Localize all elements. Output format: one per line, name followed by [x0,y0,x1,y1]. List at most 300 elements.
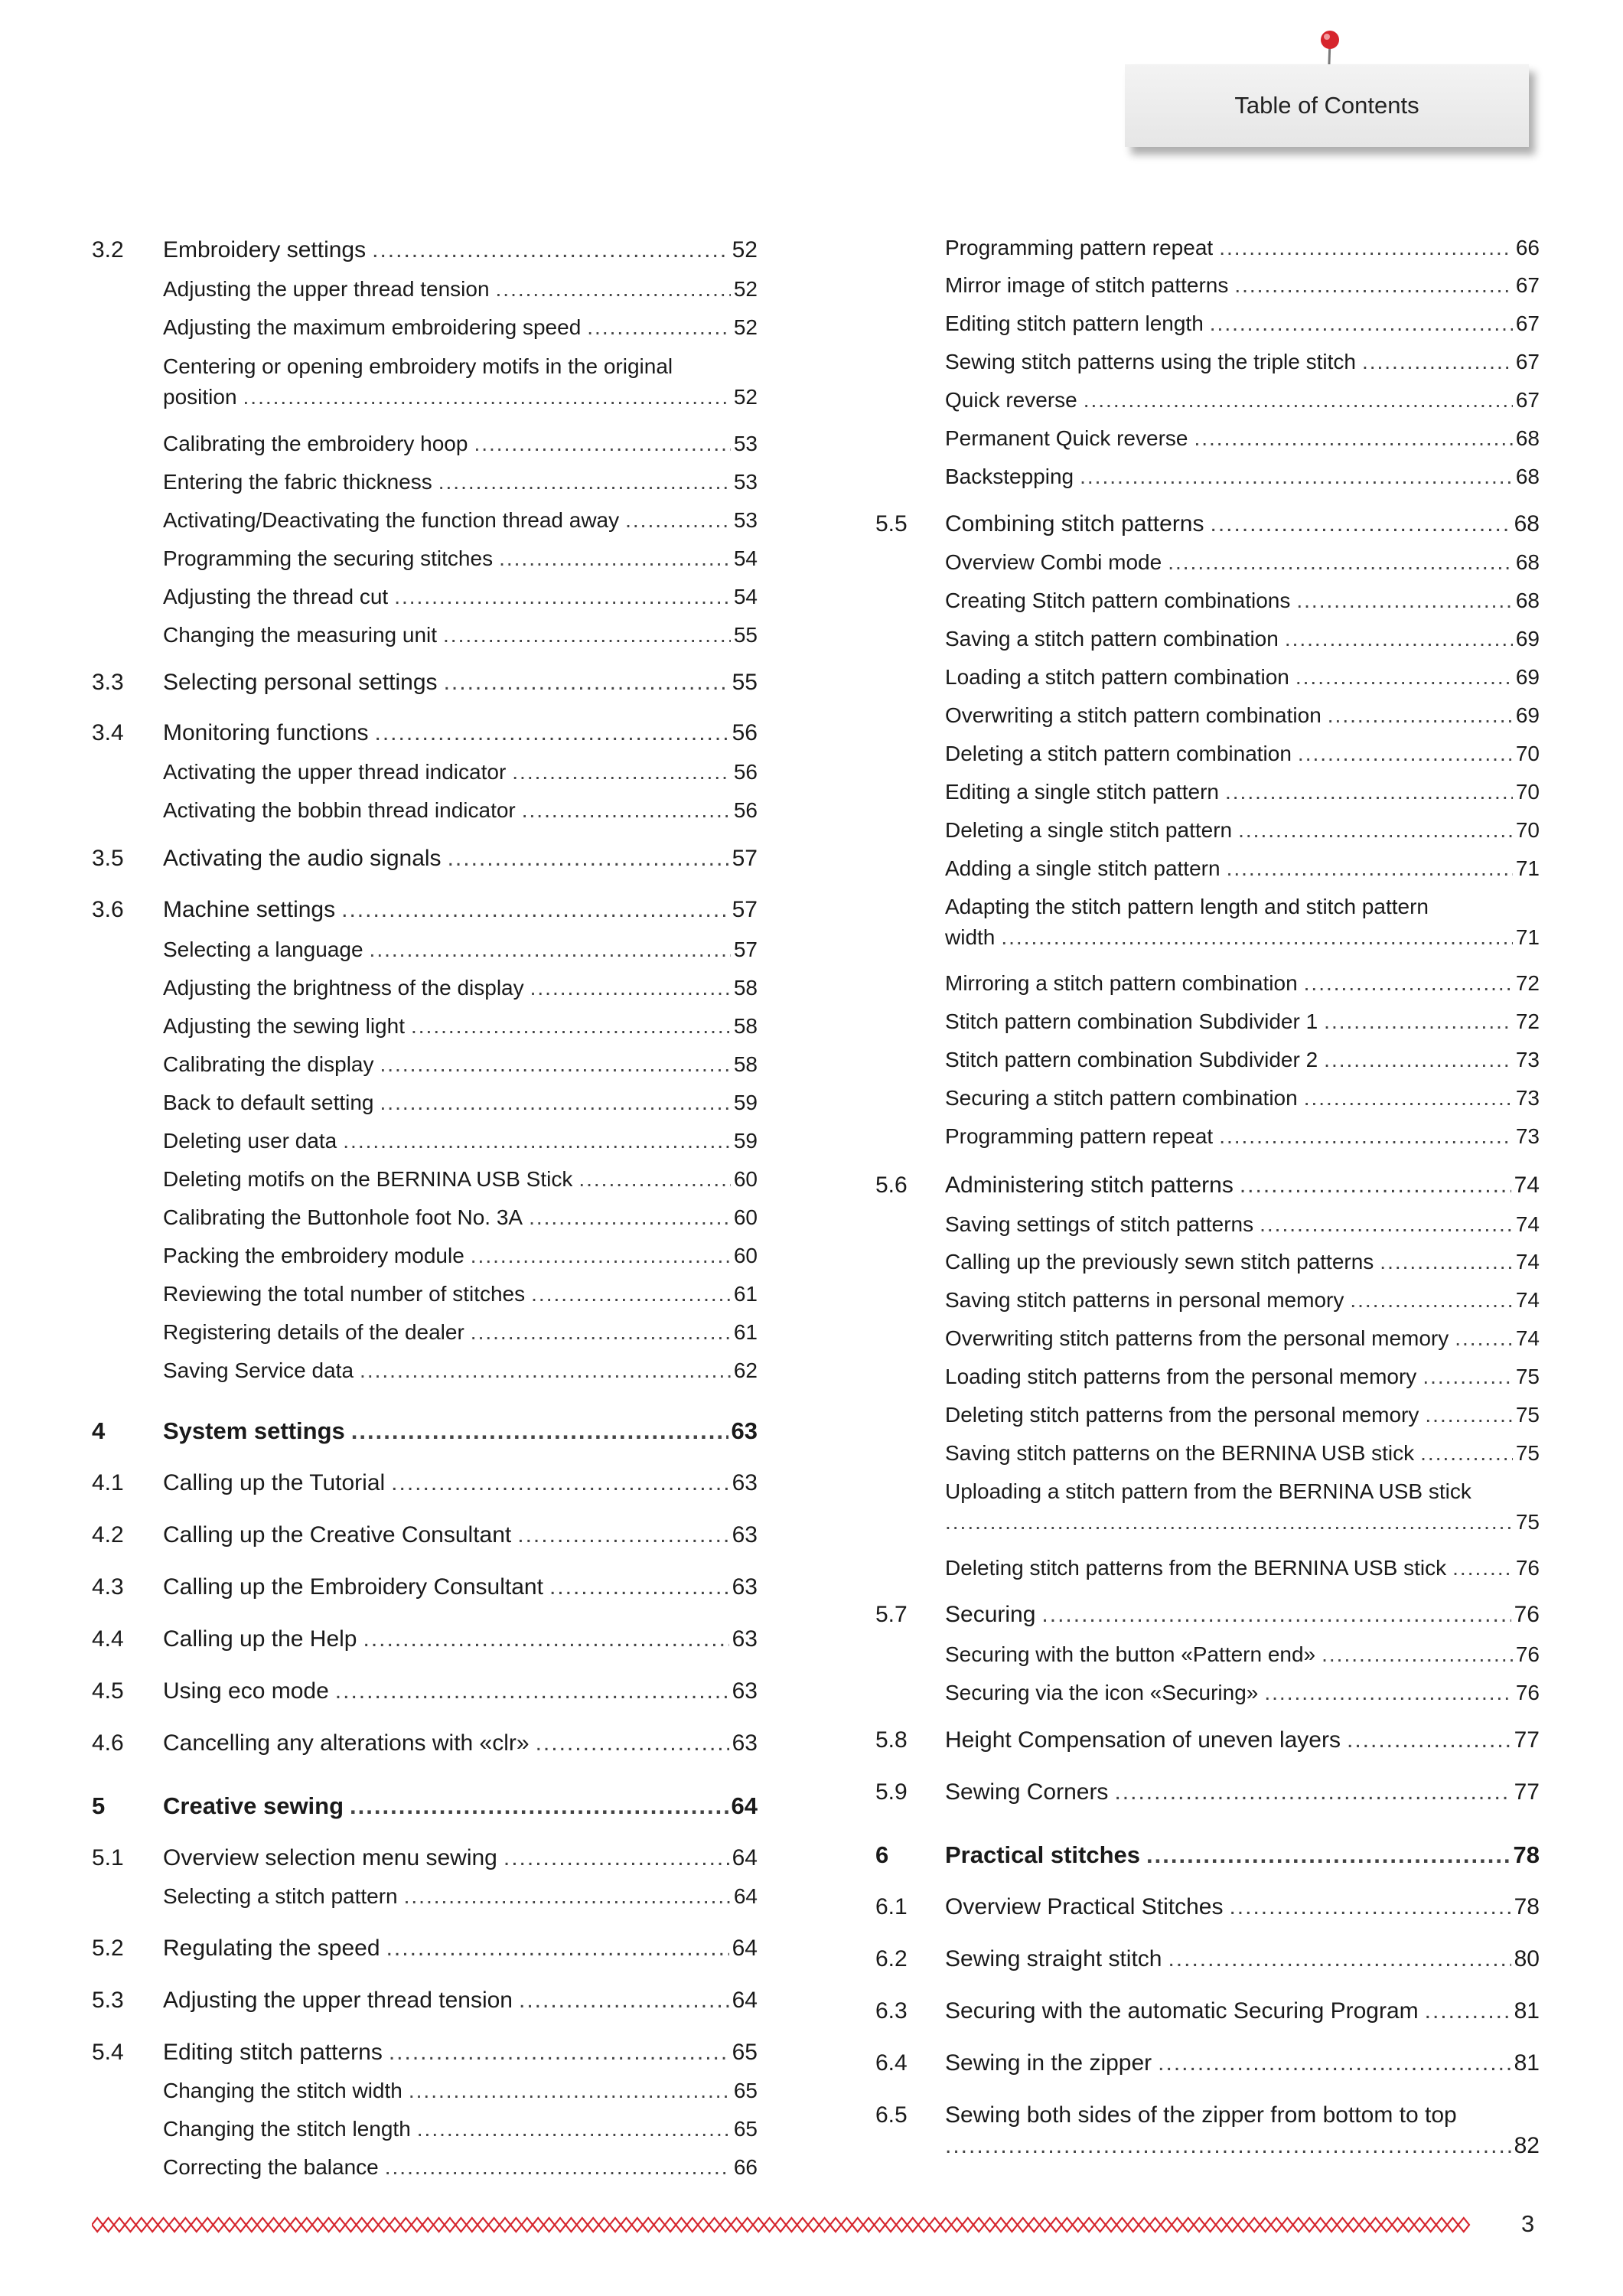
toc-entry-page: 81 [1514,1998,1540,2024]
toc-entry[interactable] [875,1777,1540,1808]
toc-entry-page: 63 [732,1522,758,1548]
toc-entry-page: 71 [1515,856,1540,880]
toc-entry-title: Monitoring functions [163,720,369,745]
toc-entry[interactable] [163,312,758,343]
leader-dots [1240,1170,1511,1201]
toc-entry[interactable] [163,543,758,574]
toc-entry-title: Overview Combi mode [945,550,1162,574]
leader-dots [404,1881,731,1912]
toc-entry-title: Adjusting the maximum embroidering speed [163,315,582,339]
leader-dots [394,582,731,612]
toc-entry-title: Height Compensation of uneven layers [945,1727,1341,1753]
toc-entry[interactable] [163,1241,758,1271]
toc-entry[interactable] [163,757,758,788]
toc-entry-page: 75 [1515,1403,1540,1427]
leader-dots [417,2114,731,2144]
toc-entry[interactable] [945,585,1540,616]
leader-dots [443,620,731,651]
toc-entry[interactable] [945,1209,1540,1240]
toc-entry-number: 3.5 [92,846,124,871]
toc-entry[interactable] [163,274,758,305]
section-tab [1125,64,1529,147]
leader-dots [1324,1045,1513,1075]
leader-dots [1420,1438,1513,1469]
toc-entry[interactable] [945,815,1540,846]
toc-entry-page: 64 [731,1792,758,1819]
toc-entry-number: 5.8 [875,1727,908,1753]
toc-entry-page: 65 [733,2079,758,2102]
toc-entry[interactable] [875,1944,1540,1975]
leader-dots [1219,233,1513,263]
toc-entry-page: 64 [732,1988,758,2013]
toc-entry-title: Deleting a stitch pattern combination [945,742,1292,765]
toc-entry-title: Stitch pattern combination Subdivider 1 [945,1009,1318,1033]
toc-entry-title: Securing a stitch pattern combination [945,1086,1298,1110]
leader-dots [1227,853,1513,884]
leader-dots [945,1507,1513,1538]
toc-entry-number: 5.4 [92,2040,124,2065]
toc-entry-title: Entering the fabric thickness [163,470,432,494]
toc-entry-title: Administering stitch patterns [945,1172,1234,1198]
toc-entry-title: Machine settings [163,897,336,922]
toc-entry-page: 72 [1515,1009,1540,1033]
toc-entry-page: 80 [1514,1946,1540,1971]
toc-entry-page: 66 [1515,236,1540,259]
toc-entry[interactable] [163,582,758,612]
toc-entry-page: 54 [733,546,758,570]
toc-entry[interactable] [945,1476,1540,1538]
toc-entry[interactable] [875,1600,1540,1630]
toc-entry[interactable] [875,1996,1540,2027]
decorative-stitch-border [92,2216,1473,2233]
toc-entry-page: 57 [733,938,758,961]
toc-entry-page: 53 [733,470,758,494]
toc-entry[interactable] [92,1624,758,1655]
toc-entry-page: 61 [733,1320,758,1344]
leader-dots [243,382,731,413]
toc-entry-page: 74 [1514,1172,1540,1198]
toc-entry[interactable] [945,547,1540,578]
toc-entry[interactable] [945,1639,1540,1670]
leader-dots [444,667,729,698]
toc-entry-title: Calling up the Creative Consultant [163,1522,512,1548]
toc-entry-number: 3.4 [92,720,124,745]
toc-entry-title: Regulating the speed [163,1936,380,1961]
toc-entry-page: 77 [1514,1727,1540,1753]
toc-entry[interactable] [92,1520,758,1551]
leader-dots [504,1843,729,1874]
toc-entry-number: 5.1 [92,1845,124,1870]
toc-entry-number: 4.5 [92,1678,124,1704]
toc-entry[interactable] [945,624,1540,654]
toc-entry[interactable] [92,1572,758,1603]
toc-entry-page: 63 [732,1470,758,1495]
toc-entry-title: Deleting stitch patterns from the personal memory [945,1403,1419,1427]
toc-entry-title: Correcting the balance [163,2155,379,2179]
toc-entry-title: Quick reverse [945,388,1077,412]
leader-dots [1347,1725,1511,1756]
toc-entry[interactable] [163,620,758,651]
toc-entry[interactable] [92,1843,758,1874]
leader-dots [1423,1362,1513,1392]
toc-entry[interactable] [92,1728,758,1759]
toc-entry[interactable] [163,1088,758,1118]
leader-dots [1350,1285,1512,1316]
toc-entry-page: 78 [1513,1841,1540,1868]
toc-entry[interactable] [163,1279,758,1309]
toc-entry[interactable] [92,895,758,925]
toc-entry[interactable] [875,1840,1540,1870]
toc-entry-page: 81 [1514,2050,1540,2076]
leader-dots [530,973,731,1003]
toc-entry[interactable] [875,1170,1540,1201]
leader-dots [1211,509,1511,540]
toc-entry[interactable] [945,853,1540,884]
toc-entry-title: Adjusting the brightness of the display [163,976,524,1000]
leader-dots [1001,922,1512,953]
toc-entry-title: Selecting personal settings [163,670,438,695]
toc-entry-page: 61 [733,1282,758,1306]
leader-dots [1362,347,1513,377]
toc-entry-page: 56 [732,720,758,745]
toc-entry[interactable] [875,2048,1540,2079]
toc-entry[interactable] [945,1323,1540,1354]
leader-dots [1168,1944,1511,1975]
leader-dots [1219,1121,1513,1152]
toc-entry-number: 6.1 [875,1894,908,1919]
leader-dots [1324,1006,1513,1037]
toc-entry[interactable] [875,2100,1540,2161]
toc-entry-page: 55 [732,670,758,695]
toc-entry-number: 5.5 [875,511,908,536]
toc-entry-page: 63 [732,1626,758,1652]
toc-entry[interactable] [945,461,1540,492]
toc-entry[interactable] [945,308,1540,339]
toc-entry[interactable] [92,2037,758,2068]
toc-entry[interactable] [875,1892,1540,1923]
toc-entry-title: Practical stitches [945,1841,1141,1868]
leader-dots [1455,1323,1513,1354]
toc-entry-title: Changing the stitch length [163,2117,411,2141]
toc-entry-page: 67 [1515,273,1540,297]
toc-entry[interactable] [92,667,758,698]
toc-entry-number: 4 [92,1417,106,1444]
toc-entry-title: Uploading a stitch pattern from the BERNINA USB stick [945,1479,1471,1503]
toc-entry[interactable] [163,1126,758,1156]
toc-entry-page: 69 [1515,627,1540,651]
toc-entry-page: 68 [1515,550,1540,574]
toc-entry[interactable] [92,1676,758,1707]
toc-entry-title: Securing via the icon «Securing» [945,1681,1259,1704]
leader-dots [496,274,731,305]
toc-entry[interactable] [945,1083,1540,1114]
toc-entry-page: 74 [1515,1288,1540,1312]
toc-entry-title: Cancelling any alterations with «clr» [163,1730,530,1756]
toc-entry[interactable] [945,1045,1540,1075]
toc-entry-title: Deleting a single stitch pattern [945,818,1233,842]
leader-dots [1295,662,1513,693]
toc-entry-title: Creating Stitch pattern combinations [945,589,1291,612]
toc-entry-page: 52 [733,277,758,301]
toc-entry-title: Sewing in the zipper [945,2050,1152,2076]
toc-entry-number: 5.7 [875,1602,908,1627]
leader-dots [1425,1400,1512,1430]
toc-entry[interactable] [163,1881,758,1912]
toc-entry[interactable] [945,892,1540,953]
toc-entry[interactable] [945,1006,1540,1037]
toc-entry-number: 5.6 [875,1172,908,1198]
toc-entry[interactable] [945,1400,1540,1430]
toc-entry-title: Saving settings of stitch patterns [945,1212,1254,1236]
toc-entry-page: 58 [733,1014,758,1038]
leader-dots [374,718,728,748]
leader-dots [1380,1247,1513,1277]
toc-entry-page: 52 [733,315,758,339]
toc-entry[interactable] [92,1985,758,2016]
toc-entry-number: 6.5 [875,2102,908,2128]
toc-entry-page: 76 [1515,1556,1540,1580]
toc-entry-title: Calling up the Embroidery Consultant [163,1574,543,1600]
toc-entry-number: 6 [875,1841,889,1868]
toc-entry-page: 76 [1515,1681,1540,1704]
toc-entry[interactable] [945,1438,1540,1469]
leader-dots [1328,700,1513,731]
toc-entry[interactable] [945,662,1540,693]
toc-entry-title: Packing the embroidery module [163,1244,464,1267]
toc-entry-page: 52 [733,385,758,409]
toc-entry-number: 3.2 [92,237,124,263]
toc-entry-page: 69 [1515,703,1540,727]
toc-entry-title: Deleting user data [163,1129,337,1153]
toc-entry-page: 75 [1515,1510,1540,1534]
leader-dots [1084,385,1513,416]
toc-entry-page: 68 [1515,589,1540,612]
toc-entry[interactable] [945,1247,1540,1277]
leader-dots [1264,1678,1512,1708]
toc-entry-title: Editing stitch pattern length [945,311,1204,335]
toc-entry-title: Deleting stitch patterns from the BERNINA USB stick [945,1556,1447,1580]
toc-entry-title: Programming pattern repeat [945,1124,1214,1148]
toc-entry-page: 73 [1515,1124,1540,1148]
toc-entry-title: Saving stitch patterns on the BERNINA USB stick [945,1441,1415,1465]
toc-entry-page: 63 [732,1730,758,1756]
toc-entry-page: 60 [733,1244,758,1267]
toc-entry-title: Securing [945,1602,1036,1627]
toc-entry[interactable] [875,1725,1540,1756]
toc-entry[interactable] [163,429,758,459]
toc-entry[interactable] [945,968,1540,999]
toc-entry-title: Overview Practical Stitches [945,1894,1224,1919]
toc-entry[interactable] [92,1791,758,1821]
toc-entry-page: 74 [1515,1326,1540,1350]
toc-entry-title: Calling up the Tutorial [163,1470,386,1495]
toc-entry-title: Reviewing the total number of stitches [163,1282,526,1306]
leader-dots [1158,2048,1511,2079]
toc-entry[interactable] [163,1202,758,1233]
toc-entry-title: Deleting motifs on the BERNINA USB Stick [163,1167,573,1191]
leader-dots [1225,777,1513,807]
leader-dots [1210,308,1513,339]
toc-entry[interactable] [92,718,758,748]
toc-entry[interactable] [92,1468,758,1499]
leader-dots [578,1164,731,1195]
toc-entry-page: 70 [1515,780,1540,804]
toc-entry-title-continued: position [163,385,237,409]
toc-entry[interactable] [163,1355,758,1386]
toc-entry[interactable] [163,2076,758,2106]
leader-dots [438,467,731,497]
toc-entry[interactable] [945,423,1540,454]
toc-entry[interactable] [163,1049,758,1080]
toc-entry[interactable] [945,777,1540,807]
toc-entry[interactable] [163,1317,758,1348]
toc-entry-page: 67 [1515,311,1540,335]
leader-dots [363,1624,729,1655]
toc-entry-title: Permanent Quick reverse [945,426,1188,450]
toc-entry-title: Calibrating the Buttonhole foot No. 3A [163,1205,523,1229]
toc-entry-title: Combining stitch patterns [945,511,1204,536]
leader-dots [386,1933,729,1964]
toc-entry[interactable] [945,700,1540,731]
toc-entry-title: Editing a single stitch pattern [945,780,1219,804]
leader-dots [409,2076,731,2106]
toc-entry[interactable] [945,1678,1540,1708]
leader-dots [341,895,729,925]
toc-entry[interactable] [945,739,1540,769]
toc-entry[interactable] [163,505,758,536]
toc-entry-page: 73 [1515,1048,1540,1071]
toc-entry-title: Adapting the stitch pattern length and stitch pattern [945,895,1429,918]
toc-entry[interactable] [163,795,758,826]
toc-entry[interactable] [945,1362,1540,1392]
toc-entry-title: Selecting a language [163,938,363,961]
toc-entry-number: 5 [92,1792,106,1819]
toc-entry[interactable] [163,2152,758,2183]
toc-entry-title: Registering details of the dealer [163,1320,464,1344]
toc-entry-title: Calibrating the display [163,1052,374,1076]
toc-entry-number: 5.9 [875,1779,908,1805]
toc-entry-title: Centering or opening embroidery motifs in the original [163,354,673,378]
toc-entry[interactable] [163,1164,758,1195]
toc-entry[interactable] [92,843,758,874]
toc-entry[interactable] [945,1285,1540,1316]
toc-entry-title: Saving a stitch pattern combination [945,627,1279,651]
leader-dots [625,505,731,536]
leader-dots [360,1355,731,1386]
toc-entry-number: 5.3 [92,1988,124,2013]
toc-entry[interactable] [945,385,1540,416]
toc-entry-title: Calling up the previously sewn stitch patterns [945,1250,1374,1274]
toc-entry-title: Activating the audio signals [163,846,442,871]
leader-dots [531,1279,731,1309]
toc-entry-title: Loading a stitch pattern combination [945,665,1289,689]
toc-entry[interactable] [163,934,758,965]
toc-entry-page: 68 [1515,465,1540,488]
toc-entry-page: 63 [731,1417,758,1444]
toc-entry-title: Sewing both sides of the zipper from bottom to top [945,2102,1457,2128]
toc-entry-page: 52 [732,237,758,263]
toc-entry-title: Backstepping [945,465,1074,488]
toc-entry-page: 67 [1515,350,1540,373]
toc-entry-page: 62 [733,1358,758,1382]
toc-entry[interactable] [92,1933,758,1964]
toc-entry[interactable] [163,467,758,497]
leader-dots [351,1416,728,1446]
toc-entry[interactable] [945,1553,1540,1583]
leader-dots [1304,968,1513,999]
toc-entry-page: 53 [733,508,758,532]
leader-dots [391,1468,728,1499]
toc-entry-page: 65 [732,2040,758,2065]
toc-entry-title: Using eco mode [163,1678,329,1704]
toc-entry-page: 74 [1515,1212,1540,1236]
toc-entry-page: 60 [733,1167,758,1191]
toc-entry[interactable] [945,233,1540,263]
toc-entry-title: Saving Service data [163,1358,354,1382]
leader-dots [448,843,729,874]
leader-dots [522,795,731,826]
leader-dots [1194,423,1512,454]
toc-entry-title: Adjusting the upper thread tension [163,277,490,301]
toc-entry-page: 59 [733,1129,758,1153]
toc-entry[interactable] [875,509,1540,540]
leader-dots [389,2037,729,2068]
toc-entry-title: System settings [163,1417,345,1444]
toc-entry-title: Activating the upper thread indicator [163,760,507,784]
toc-entry-title: Adjusting the sewing light [163,1014,405,1038]
toc-entry-page: 76 [1514,1602,1540,1627]
leader-dots [529,1202,731,1233]
toc-entry-page: 74 [1515,1250,1540,1274]
toc-entry-number: 4.1 [92,1470,124,1495]
toc-entry-title: Saving stitch patterns in personal memory [945,1288,1344,1312]
toc-entry[interactable] [92,1416,758,1446]
leader-dots [1146,1840,1510,1870]
toc-entry-page: 64 [732,1845,758,1870]
toc-entry-page: 68 [1515,426,1540,450]
toc-entry-title: Programming the securing stitches [163,546,494,570]
leader-dots [380,1049,731,1080]
page-number: 3 [1521,2210,1535,2237]
toc-entry-title: Activating/Deactivating the function thread away [163,508,620,532]
toc-entry-title: Back to default setting [163,1091,374,1114]
toc-entry[interactable] [163,2114,758,2144]
toc-entry-title: Overwriting a stitch pattern combination [945,703,1322,727]
toc-entry-title: Programming pattern repeat [945,236,1214,259]
toc-entry-title: Creative sewing [163,1792,344,1819]
leader-dots [474,429,730,459]
leader-dots [549,1572,729,1603]
toc-entry[interactable] [945,1121,1540,1152]
toc-entry-page: 56 [733,760,758,784]
toc-entry-number: 4.4 [92,1626,124,1652]
leader-dots [370,934,731,965]
toc-entry-page: 56 [733,798,758,822]
leader-dots [1304,1083,1513,1114]
toc-entry[interactable] [163,973,758,1003]
toc-entry-page: 68 [1514,511,1540,536]
toc-entry[interactable] [163,351,758,413]
toc-entry-title: Mirroring a stitch pattern combination [945,971,1298,995]
toc-entry[interactable] [945,270,1540,301]
toc-entry[interactable] [163,1011,758,1042]
toc-entry-title: Mirror image of stitch patterns [945,273,1229,297]
toc-entry-number: 3.3 [92,670,124,695]
toc-entry[interactable] [945,347,1540,377]
toc-entry-title: Adding a single stitch pattern [945,856,1221,880]
toc-entry[interactable] [92,235,758,266]
toc-entry-page: 69 [1515,665,1540,689]
